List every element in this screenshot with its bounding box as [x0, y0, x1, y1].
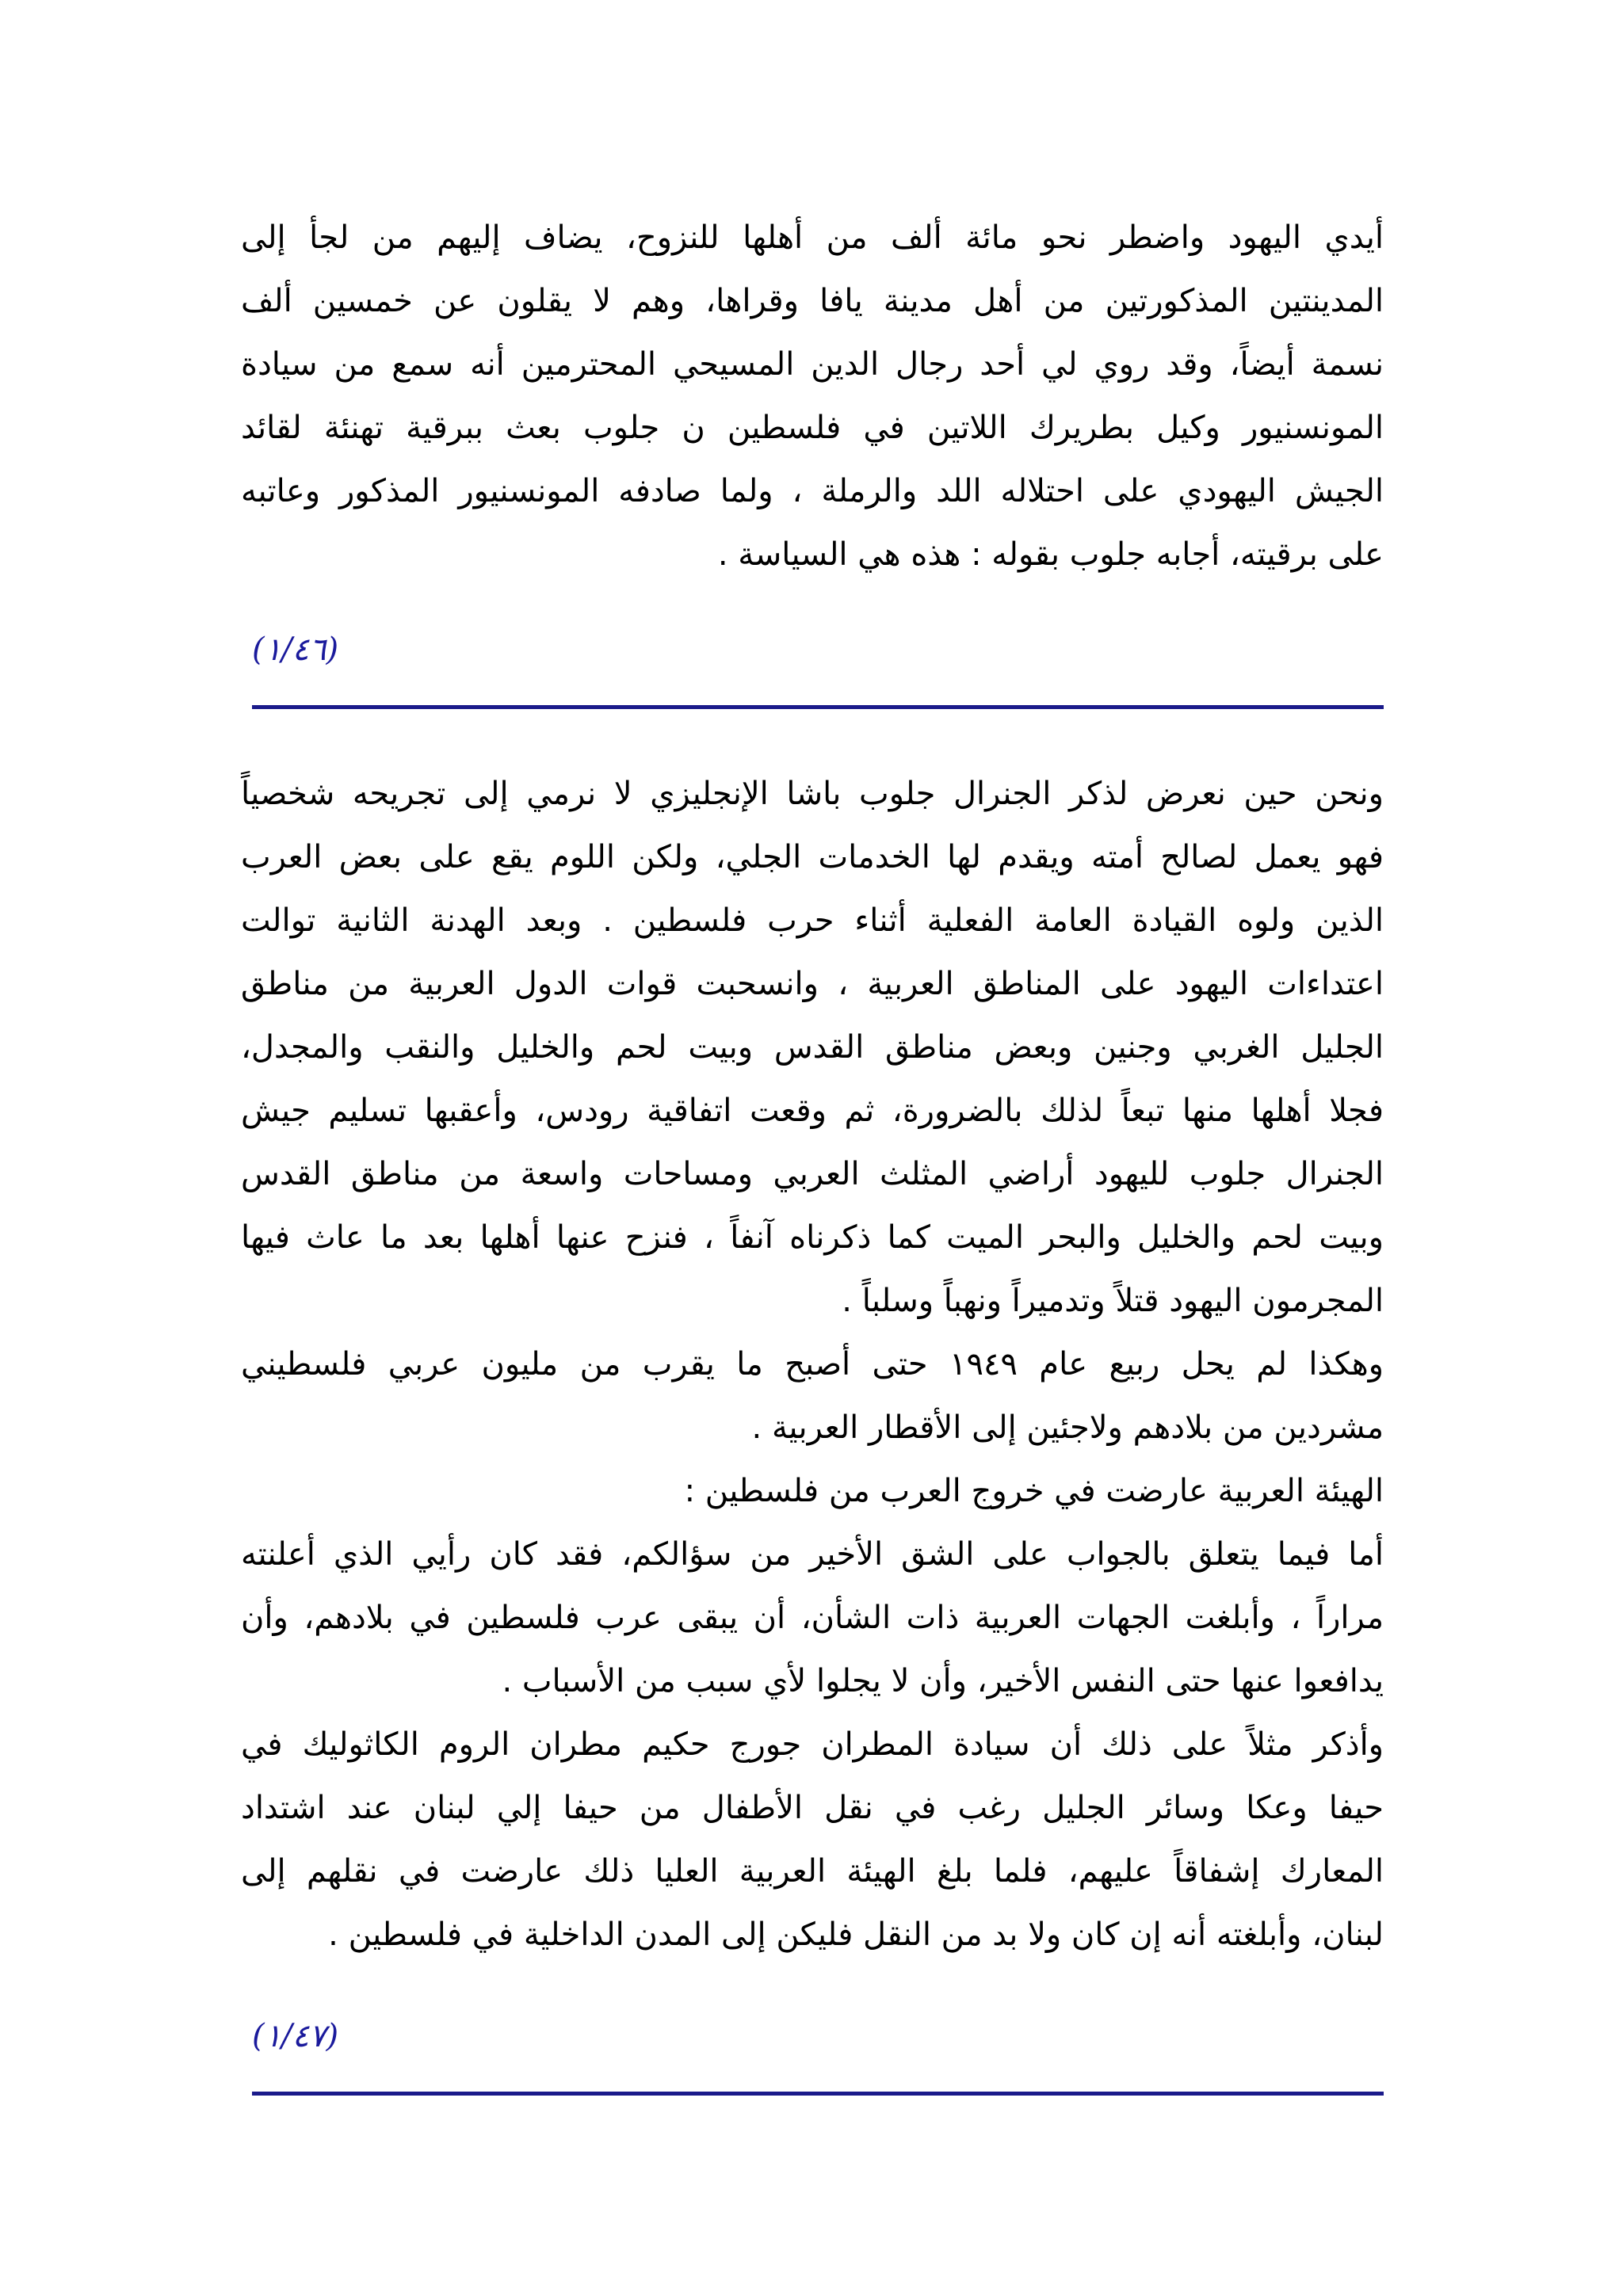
text-section-1: [241, 206, 1384, 586]
text-line: الذين ولوه القيادة العامة الفعلية أثناء حرب فلسطين . وبعد الهدنة الثانية توالت: [241, 902, 1384, 939]
text-line: وهكذا لم يحل ربيع عام ١٩٤٩ حتى أصبح ما يقرب من مليون عربي فلسطيني: [241, 1346, 1384, 1383]
text-line: لبنان، وأبلغته أنه إن كان ولا بد من النقل فليكن إلى المدن الداخلية في فلسطين .: [328, 1917, 1384, 1953]
text-line: المدينتين المذكورتين من أهل مدينة يافا وقراها، وهم لا يقلون عن خمسين ألف: [241, 283, 1384, 319]
page-reference: (١/٤٧): [252, 2018, 339, 2054]
text-line: فجلا أهلها منها تبعاً لذلك بالضرورة، ثم وقعت اتفاقية رودس، وأعقبها تسليم جيش: [241, 1093, 1384, 1129]
text-line: نسمة أيضاً، وقد روي لي أحد رجال الدين المسيحي المحترمين أنه سمع من سيادة: [241, 346, 1384, 383]
text-line: وبيت لحم والخليل والبحر الميت كما ذكرناه آنفاً ، فنزح عنها أهلها بعد ما عاث فيها: [241, 1219, 1384, 1256]
text-line: فهو يعمل لصالح أمته ويقدم لها الخدمات الجلي، ولكن اللوم يقع على بعض العرب: [241, 839, 1384, 875]
text-line: أيدي اليهود واضطر نحو مائة ألف من أهلها للنزوح، يضاف إليهم من لجأ إلى: [241, 219, 1384, 256]
text-line: المجرمون اليهود قتلاً وتدميراً ونهباً وسلباً .: [842, 1283, 1384, 1319]
text-line: ونحن حين نعرض لذكر الجنرال جلوب باشا الإنجليزي لا نرمي إلى تجريحه شخصياً: [241, 776, 1384, 812]
page-reference: (١/٤٦): [252, 631, 339, 668]
text-line: حيفا وعكا وسائر الجليل رغب في نقل الأطفال من حيفا إلي لبنان عند اشتداد: [241, 1790, 1384, 1826]
text-line: مراراً ، وأبلغت الجهات العربية ذات الشأن، أن يبقى عرب فلسطين في بلادهم، وأن: [241, 1600, 1384, 1636]
section-divider: [252, 705, 1384, 709]
text-line: أما فيما يتعلق بالجواب على الشق الأخير من سؤالكم، فقد كان رأيي الذي أعلنته: [241, 1536, 1384, 1573]
section-heading: الهيئة العربية عارضت في خروج العرب من فلسطين :: [684, 1473, 1384, 1509]
text-line: الجيش اليهودي على احتلاله اللد والرملة ، ولما صادفه المونسنيور المذكور وعاتبه: [241, 473, 1384, 509]
text-section-2: [241, 762, 1384, 1966]
text-line: المونسنيور وكيل بطريرك اللاتين في فلسطين ن جلوب بعث ببرقية تهنئة لقائد: [241, 410, 1384, 446]
text-line: مشردين من بلادهم ولاجئين إلى الأقطار العربية .: [751, 1409, 1384, 1446]
text-line: على برقيته، أجابه جلوب بقوله : هذه هي السياسة .: [717, 536, 1384, 573]
text-line: وأذكر مثلاً على ذلك أن سيادة المطران جورج حكيم مطران الروم الكاثوليك في: [241, 1726, 1384, 1763]
text-line: الجنرال جلوب لليهود أراضي المثلث العربي ومساحات واسعة من مناطق القدس: [241, 1156, 1384, 1192]
text-line: المعارك إشفاقاً عليهم، فلما بلغ الهيئة العربية العليا ذلك عارضت في نقلهم إلى: [241, 1853, 1384, 1890]
text-line: يدافعوا عنها حتى النفس الأخير، وأن لا يجلوا لأي سبب من الأسباب .: [502, 1663, 1384, 1699]
text-line: الجليل الغربي وجنين وبعض مناطق القدس وبيت لحم والخليل والنقب والمجدل،: [241, 1029, 1384, 1066]
section-divider: [252, 2092, 1384, 2096]
text-line: اعتداءات اليهود على المناطق العربية ، وانسحبت قوات الدول العربية من مناطق: [241, 966, 1384, 1002]
